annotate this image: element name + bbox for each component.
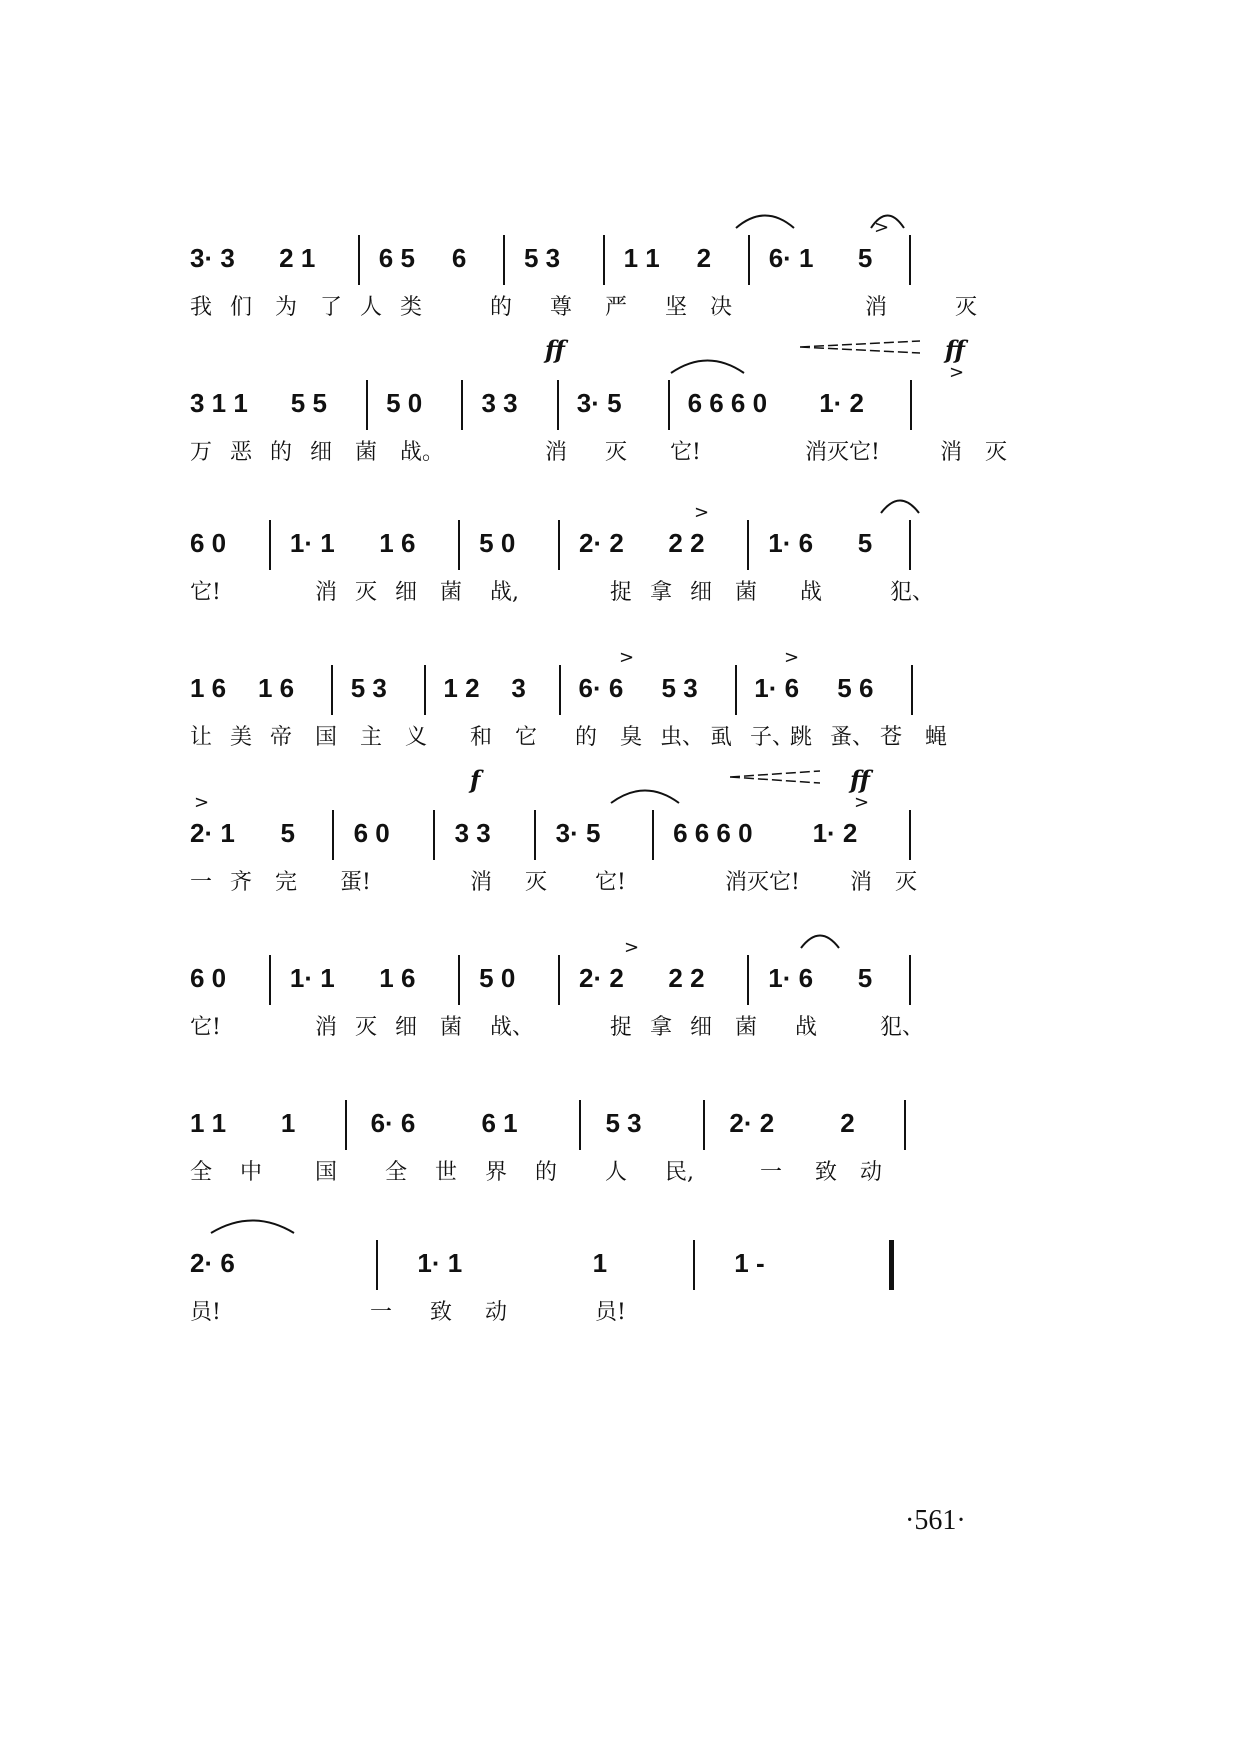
lyric-syllable: 消 [545, 440, 568, 465]
note-group: 1 2 [443, 673, 480, 703]
note-group: 6 [451, 243, 467, 273]
note-group: 2· 2 [579, 528, 624, 558]
note-group: 2· 6 [190, 1248, 235, 1278]
note-group: 1· 6 [754, 673, 800, 703]
lyric-syllable: 灭 [525, 870, 548, 895]
lyric-syllable: 犯、 [890, 580, 935, 605]
lyric-syllable: 战。 [400, 440, 445, 465]
lyric-syllable: 蛋! [340, 870, 371, 895]
note-group: 1· 2 [812, 818, 858, 848]
notation-line [190, 665, 1050, 705]
barline [668, 380, 670, 430]
notation-line [190, 955, 1050, 995]
lyric-syllable: 灭 [605, 440, 628, 465]
note-group: 3· 5 [555, 818, 601, 848]
accent-mark: > [194, 792, 210, 813]
lyric-syllable: 为 [275, 295, 298, 320]
lyric-syllable: 员! [190, 1300, 221, 1325]
accent-mark: > [624, 937, 640, 958]
lyric-syllable: 捉 [610, 1015, 633, 1040]
barline [558, 955, 560, 1005]
crescendo-mark [800, 340, 920, 354]
accent-mark: > [619, 647, 635, 668]
note-group: 6 1 [481, 1108, 518, 1138]
lyric-syllable: 类 [400, 295, 423, 320]
barline [332, 810, 334, 860]
barline [911, 665, 913, 715]
lyric-syllable: 尊 [550, 295, 573, 320]
lyric-syllable: 完 [275, 870, 298, 895]
note-group: 2· 2 [579, 963, 624, 993]
lyric-syllable: 虱 [710, 725, 733, 750]
lyric-syllable: 消 [940, 440, 963, 465]
lyrics-line [190, 435, 1050, 465]
lyric-syllable: 严 [605, 295, 628, 320]
lyric-syllable: 战, [490, 580, 519, 605]
note-group: 2 1 [279, 243, 316, 273]
note-group: 1· 2 [819, 388, 865, 418]
lyric-syllable: 我 [190, 295, 213, 320]
lyric-syllable: 细 [395, 1015, 418, 1040]
barline [909, 810, 911, 860]
note-group: 6 6 6 0 [673, 818, 753, 848]
lyric-syllable: 致 [430, 1300, 453, 1325]
page-number: ·561· [905, 1505, 966, 1536]
lyric-syllable: 细 [310, 440, 333, 465]
barline [557, 380, 559, 430]
note-group: 1 6 [257, 673, 295, 703]
note-group: 1 [280, 1108, 296, 1138]
barline [693, 1240, 695, 1290]
lyric-syllable: 菌 [440, 1015, 463, 1040]
note-group: 3 3 [454, 818, 491, 848]
lyric-syllable: 的 [270, 440, 293, 465]
accent-mark: > [874, 217, 890, 238]
lyrics-line [190, 1155, 1050, 1185]
barline [909, 520, 911, 570]
barline [331, 665, 333, 715]
barline [358, 235, 360, 285]
lyric-syllable: 界 [485, 1160, 508, 1185]
lyric-syllable: 捉 [610, 580, 633, 605]
accent-mark: > [784, 647, 800, 668]
lyric-syllable: 拿 [650, 1015, 673, 1040]
score-system [190, 1200, 1050, 1370]
lyric-syllable: 员! [595, 1300, 626, 1325]
barline [558, 520, 560, 570]
barline [904, 1100, 906, 1150]
lyric-syllable: 致 [815, 1160, 838, 1185]
lyric-syllable: 跳 [790, 725, 813, 750]
lyric-syllable: 全 [190, 1160, 213, 1185]
lyrics-line [190, 1295, 1050, 1325]
accent-mark: > [694, 502, 710, 523]
lyric-syllable: 它! [595, 870, 626, 895]
lyric-syllable: 中 [240, 1160, 263, 1185]
lyric-syllable: 国 [315, 1160, 338, 1185]
lyric-syllable: 消灭它! [805, 440, 880, 465]
dynamic-mark: ff [850, 765, 870, 794]
lyric-syllable: 菌 [440, 580, 463, 605]
lyric-syllable: 义 [405, 725, 428, 750]
lyrics-line [190, 290, 1050, 320]
note-group: 5 [280, 818, 295, 848]
lyric-syllable: 苍 [880, 725, 903, 750]
note-group: 1 6 [379, 963, 416, 993]
slur-arc [610, 784, 680, 804]
note-group: 5 [857, 528, 873, 558]
lyric-syllable: 恶 [230, 440, 253, 465]
lyric-syllable: 全 [385, 1160, 408, 1185]
note-group: 2 [840, 1108, 855, 1138]
note-group: 1· 1 [417, 1248, 463, 1278]
barline [909, 235, 911, 285]
lyric-syllable: 一 [370, 1300, 393, 1325]
lyric-syllable: 虫、 [660, 725, 705, 750]
note-group: 6 6 6 0 [687, 388, 768, 418]
note-group: 2· 1 [190, 818, 235, 848]
barline [748, 235, 750, 285]
lyric-syllable: 世 [435, 1160, 458, 1185]
barline [366, 380, 368, 430]
notation-line [190, 380, 1050, 420]
note-group: 5 [857, 963, 873, 993]
note-group: 3 [511, 673, 526, 703]
note-group: 5 6 [837, 673, 874, 703]
lyric-syllable: 菌 [735, 580, 758, 605]
notation-line [190, 1240, 1050, 1280]
lyric-syllable: 齐 [230, 870, 253, 895]
slur-arc [800, 929, 840, 949]
barline [703, 1100, 705, 1150]
lyric-syllable: 消 [865, 295, 888, 320]
lyric-syllable: 臭 [620, 725, 643, 750]
barline [461, 380, 463, 430]
slur-arc [210, 1214, 295, 1234]
note-group: 2 2 [668, 528, 705, 558]
note-group: 1 6 [379, 528, 416, 558]
lyric-syllable: 和 [470, 725, 493, 750]
note-group: 5 0 [479, 528, 516, 558]
barline [458, 955, 460, 1005]
lyric-syllable: 消 [315, 580, 338, 605]
lyric-syllable: 蚤、 [830, 725, 875, 750]
accent-mark: > [949, 362, 965, 383]
slur-arc [670, 354, 745, 374]
lyric-syllable: 细 [395, 580, 418, 605]
lyric-syllable: 它! [190, 1015, 221, 1040]
note-group: 2· 2 [729, 1108, 775, 1138]
lyric-syllable: 灭 [985, 440, 1008, 465]
lyric-syllable: 人 [360, 295, 383, 320]
note-group: 6 5 [378, 243, 415, 273]
lyric-syllable: 动 [860, 1160, 883, 1185]
lyric-syllable: 人 [605, 1160, 628, 1185]
note-group: 6 0 [190, 528, 227, 558]
lyric-syllable: 细 [690, 1015, 713, 1040]
lyric-syllable: 让 [190, 725, 213, 750]
lyric-syllable: 民, [665, 1160, 694, 1185]
lyric-syllable: 它! [670, 440, 701, 465]
lyric-syllable: 战、 [490, 1015, 535, 1040]
barline [735, 665, 737, 715]
lyric-syllable: 消 [850, 870, 873, 895]
note-group: 1 6 [190, 673, 227, 703]
note-group: 5 3 [605, 1108, 642, 1138]
lyric-syllable: 的 [535, 1160, 558, 1185]
lyric-syllable: 蝇 [925, 725, 948, 750]
lyric-syllable: 的 [490, 295, 513, 320]
note-group: 1· 6 [768, 528, 814, 558]
lyric-syllable: 们 [230, 295, 253, 320]
dynamic-mark: ff [545, 335, 565, 364]
note-group: 1· 1 [289, 963, 335, 993]
note-group: 1 [592, 1248, 608, 1278]
barline [458, 520, 460, 570]
barline [652, 810, 654, 860]
lyrics-line [190, 865, 1050, 895]
lyric-syllable: 国 [315, 725, 338, 750]
note-group: 5 3 [661, 673, 698, 703]
lyric-syllable: 菌 [355, 440, 378, 465]
lyric-syllable: 消灭它! [725, 870, 800, 895]
barline [503, 235, 505, 285]
lyric-syllable: 帝 [270, 725, 293, 750]
lyric-syllable: 消 [315, 1015, 338, 1040]
lyric-syllable: 一 [190, 870, 213, 895]
lyric-syllable: 美 [230, 725, 253, 750]
barline [579, 1100, 581, 1150]
lyric-syllable: 动 [485, 1300, 508, 1325]
barline [376, 1240, 378, 1290]
note-group: 5 3 [350, 673, 387, 703]
barline [909, 955, 911, 1005]
lyric-syllable: 消 [470, 870, 493, 895]
note-group: 1· 1 [289, 528, 335, 558]
barline [269, 955, 271, 1005]
lyric-syllable: 的 [575, 725, 598, 750]
barline [345, 1100, 347, 1150]
slur-arc [870, 209, 905, 229]
slur-arc [880, 494, 920, 514]
notation-line [190, 1100, 1050, 1140]
note-group: 3· 5 [576, 388, 622, 418]
lyric-syllable: 主 [360, 725, 383, 750]
lyric-syllable: 细 [690, 580, 713, 605]
dynamic-mark: ff [945, 335, 965, 364]
note-group: 3 1 1 [190, 388, 248, 418]
lyrics-line [190, 720, 1050, 750]
note-group: 6 0 [353, 818, 390, 848]
lyric-syllable: 一 [760, 1160, 783, 1185]
lyric-syllable: 子、 [750, 725, 795, 750]
barline [534, 810, 536, 860]
lyric-syllable: 犯、 [880, 1015, 925, 1040]
lyrics-line [190, 1010, 1050, 1040]
lyrics-line [190, 575, 1050, 605]
lyric-syllable: 它 [515, 725, 538, 750]
lyric-syllable: 灭 [355, 1015, 378, 1040]
note-group: 6· 1 [768, 243, 814, 273]
note-group: 5 [857, 243, 873, 273]
lyric-syllable: 拿 [650, 580, 673, 605]
note-group: 2 2 [668, 963, 705, 993]
note-group: 5 3 [523, 243, 561, 273]
note-group: 2 [696, 243, 712, 273]
lyric-syllable: 万 [190, 440, 213, 465]
barline [269, 520, 271, 570]
note-group: 6· 6 [578, 673, 624, 703]
barline [603, 235, 605, 285]
barline [747, 955, 749, 1005]
crescendo-mark [730, 770, 820, 784]
note-group: 6· 6 [370, 1108, 416, 1138]
lyric-syllable: 战 [800, 580, 823, 605]
lyric-syllable: 菌 [735, 1015, 758, 1040]
lyric-syllable: 决 [710, 295, 733, 320]
lyric-syllable: 灭 [895, 870, 918, 895]
lyric-syllable: 它! [190, 580, 221, 605]
note-group: 5 0 [479, 963, 516, 993]
barline [559, 665, 561, 715]
barline [433, 810, 435, 860]
notation-line [190, 810, 1050, 850]
barline [910, 380, 912, 430]
slur-arc [735, 209, 795, 229]
note-group: 1 1 [190, 1108, 227, 1138]
lyric-syllable: 灭 [955, 295, 978, 320]
note-group: 3 3 [481, 388, 518, 418]
lyric-syllable: 了 [320, 295, 343, 320]
lyric-syllable: 战 [795, 1015, 818, 1040]
dynamic-mark: f [470, 765, 481, 794]
note-group: 1· 6 [768, 963, 814, 993]
note-group: 1 - [734, 1248, 765, 1278]
notation-line [190, 520, 1050, 560]
lyric-syllable: 坚 [665, 295, 688, 320]
lyric-syllable: 灭 [355, 580, 378, 605]
note-group: 5 0 [386, 388, 423, 418]
barline [424, 665, 426, 715]
note-group: 1 1 [623, 243, 660, 273]
note-group: 3· 3 [190, 243, 235, 273]
accent-mark: > [854, 792, 870, 813]
note-group: 6 0 [190, 963, 227, 993]
final-barline [889, 1240, 894, 1290]
barline [747, 520, 749, 570]
notation-line [190, 235, 1050, 275]
note-group: 5 5 [290, 388, 327, 418]
